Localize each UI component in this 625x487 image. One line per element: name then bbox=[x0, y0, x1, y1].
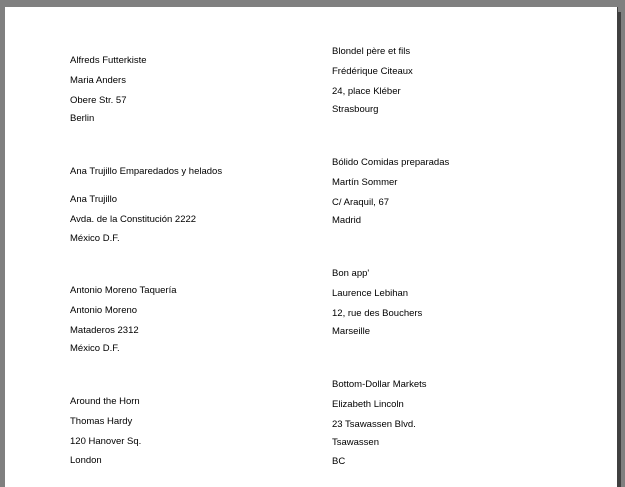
city: Madrid bbox=[332, 215, 362, 226]
contact-name: Laurence Lebihan bbox=[332, 288, 409, 299]
street-address: Avda. de la Constitución 2222 bbox=[70, 214, 197, 225]
company-name: Bon app' bbox=[332, 268, 370, 279]
company-name: Ana Trujillo Emparedados y helados bbox=[70, 166, 223, 177]
street-address: C/ Araquil, 67 bbox=[332, 197, 390, 208]
city: México D.F. bbox=[70, 233, 120, 244]
region: BC bbox=[332, 456, 346, 467]
company-name: Bólido Comidas preparadas bbox=[332, 157, 450, 168]
page-shadow bbox=[618, 12, 621, 487]
street-address: 23 Tsawassen Blvd. bbox=[332, 419, 416, 430]
street-address: Mataderos 2312 bbox=[70, 325, 139, 336]
contact-name: Elizabeth Lincoln bbox=[332, 399, 404, 410]
street-address: 12, rue des Bouchers bbox=[332, 308, 423, 319]
report-page bbox=[5, 7, 618, 487]
company-name: Antonio Moreno Taquería bbox=[70, 285, 177, 296]
contact-name: Maria Anders bbox=[70, 75, 126, 86]
city: Strasbourg bbox=[332, 104, 379, 115]
city: London bbox=[70, 455, 102, 466]
street-address: Obere Str. 57 bbox=[70, 95, 127, 106]
street-address: 24, place Kléber bbox=[332, 86, 401, 97]
company-name: Alfreds Futterkiste bbox=[70, 55, 147, 66]
city: Tsawassen bbox=[332, 437, 379, 448]
city: Berlin bbox=[70, 113, 95, 124]
contact-name: Frédérique Citeaux bbox=[332, 66, 413, 77]
company-name: Bottom-Dollar Markets bbox=[332, 379, 427, 390]
contact-name: Antonio Moreno bbox=[70, 305, 138, 316]
city: México D.F. bbox=[70, 343, 120, 354]
company-name: Around the Horn bbox=[70, 396, 140, 407]
city: Marseille bbox=[332, 326, 371, 337]
street-address: 120 Hanover Sq. bbox=[70, 436, 142, 447]
contact-name: Ana Trujillo bbox=[70, 194, 117, 205]
contact-name: Martín Sommer bbox=[332, 177, 398, 188]
contact-name: Thomas Hardy bbox=[70, 416, 133, 427]
company-name: Blondel père et fils bbox=[332, 46, 411, 57]
